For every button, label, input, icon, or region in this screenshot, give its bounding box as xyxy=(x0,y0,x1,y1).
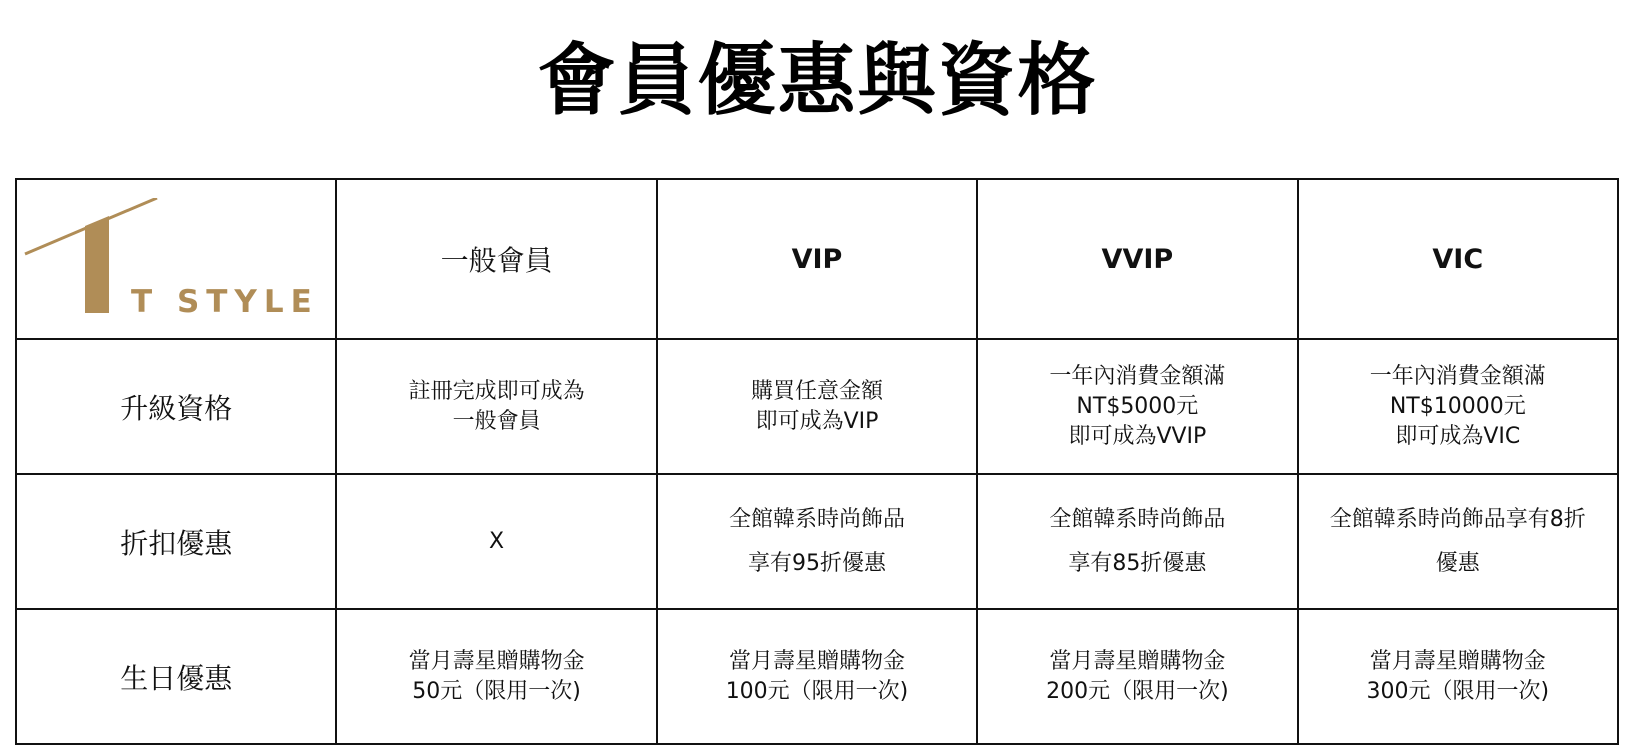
tier-header-vic: VIC xyxy=(1298,179,1618,339)
tier-header-vvip: VVIP xyxy=(977,179,1297,339)
membership-table xyxy=(15,178,1619,745)
logo-cell xyxy=(16,179,336,339)
row-label-birthday: 生日優惠 xyxy=(16,609,336,744)
row-label-upgrade: 升級資格 xyxy=(16,339,336,474)
tier-header-vip: VIP xyxy=(657,179,977,339)
table-cell: 當月壽星贈購物金 100元（限用一次) xyxy=(657,609,977,744)
brand-logo xyxy=(17,180,335,338)
logo-text: T STYLE xyxy=(131,284,319,320)
table-cell: 購買任意金額 即可成為VIP xyxy=(657,339,977,474)
table-cell: 一年內消費金額滿 NT$5000元 即可成為VVIP xyxy=(977,339,1297,474)
table-cell: 註冊完成即可成為 一般會員 xyxy=(336,339,656,474)
table-cell: 全館韓系時尚飾品享有8折 優惠 xyxy=(1298,474,1618,609)
table-cell: 全館韓系時尚飾品 享有95折優惠 xyxy=(657,474,977,609)
table-cell: 當月壽星贈購物金 50元（限用一次) xyxy=(336,609,656,744)
table-row-upgrade xyxy=(16,339,1618,474)
page-title: 會員優惠與資格 xyxy=(537,35,1098,126)
tier-header-general: 一般會員 xyxy=(336,179,656,339)
table-cell: X xyxy=(336,474,656,609)
table-cell: 一年內消費金額滿 NT$10000元 即可成為VIC xyxy=(1298,339,1618,474)
table-cell: 當月壽星贈購物金 300元（限用一次) xyxy=(1298,609,1618,744)
row-label-discount: 折扣優惠 xyxy=(16,474,336,609)
table-cell: 當月壽星贈購物金 200元（限用一次) xyxy=(977,609,1297,744)
table-row-birthday xyxy=(16,609,1618,744)
table-header-row xyxy=(16,179,1618,339)
table-row-discount xyxy=(16,474,1618,609)
table-cell: 全館韓系時尚飾品 享有85折優惠 xyxy=(977,474,1297,609)
